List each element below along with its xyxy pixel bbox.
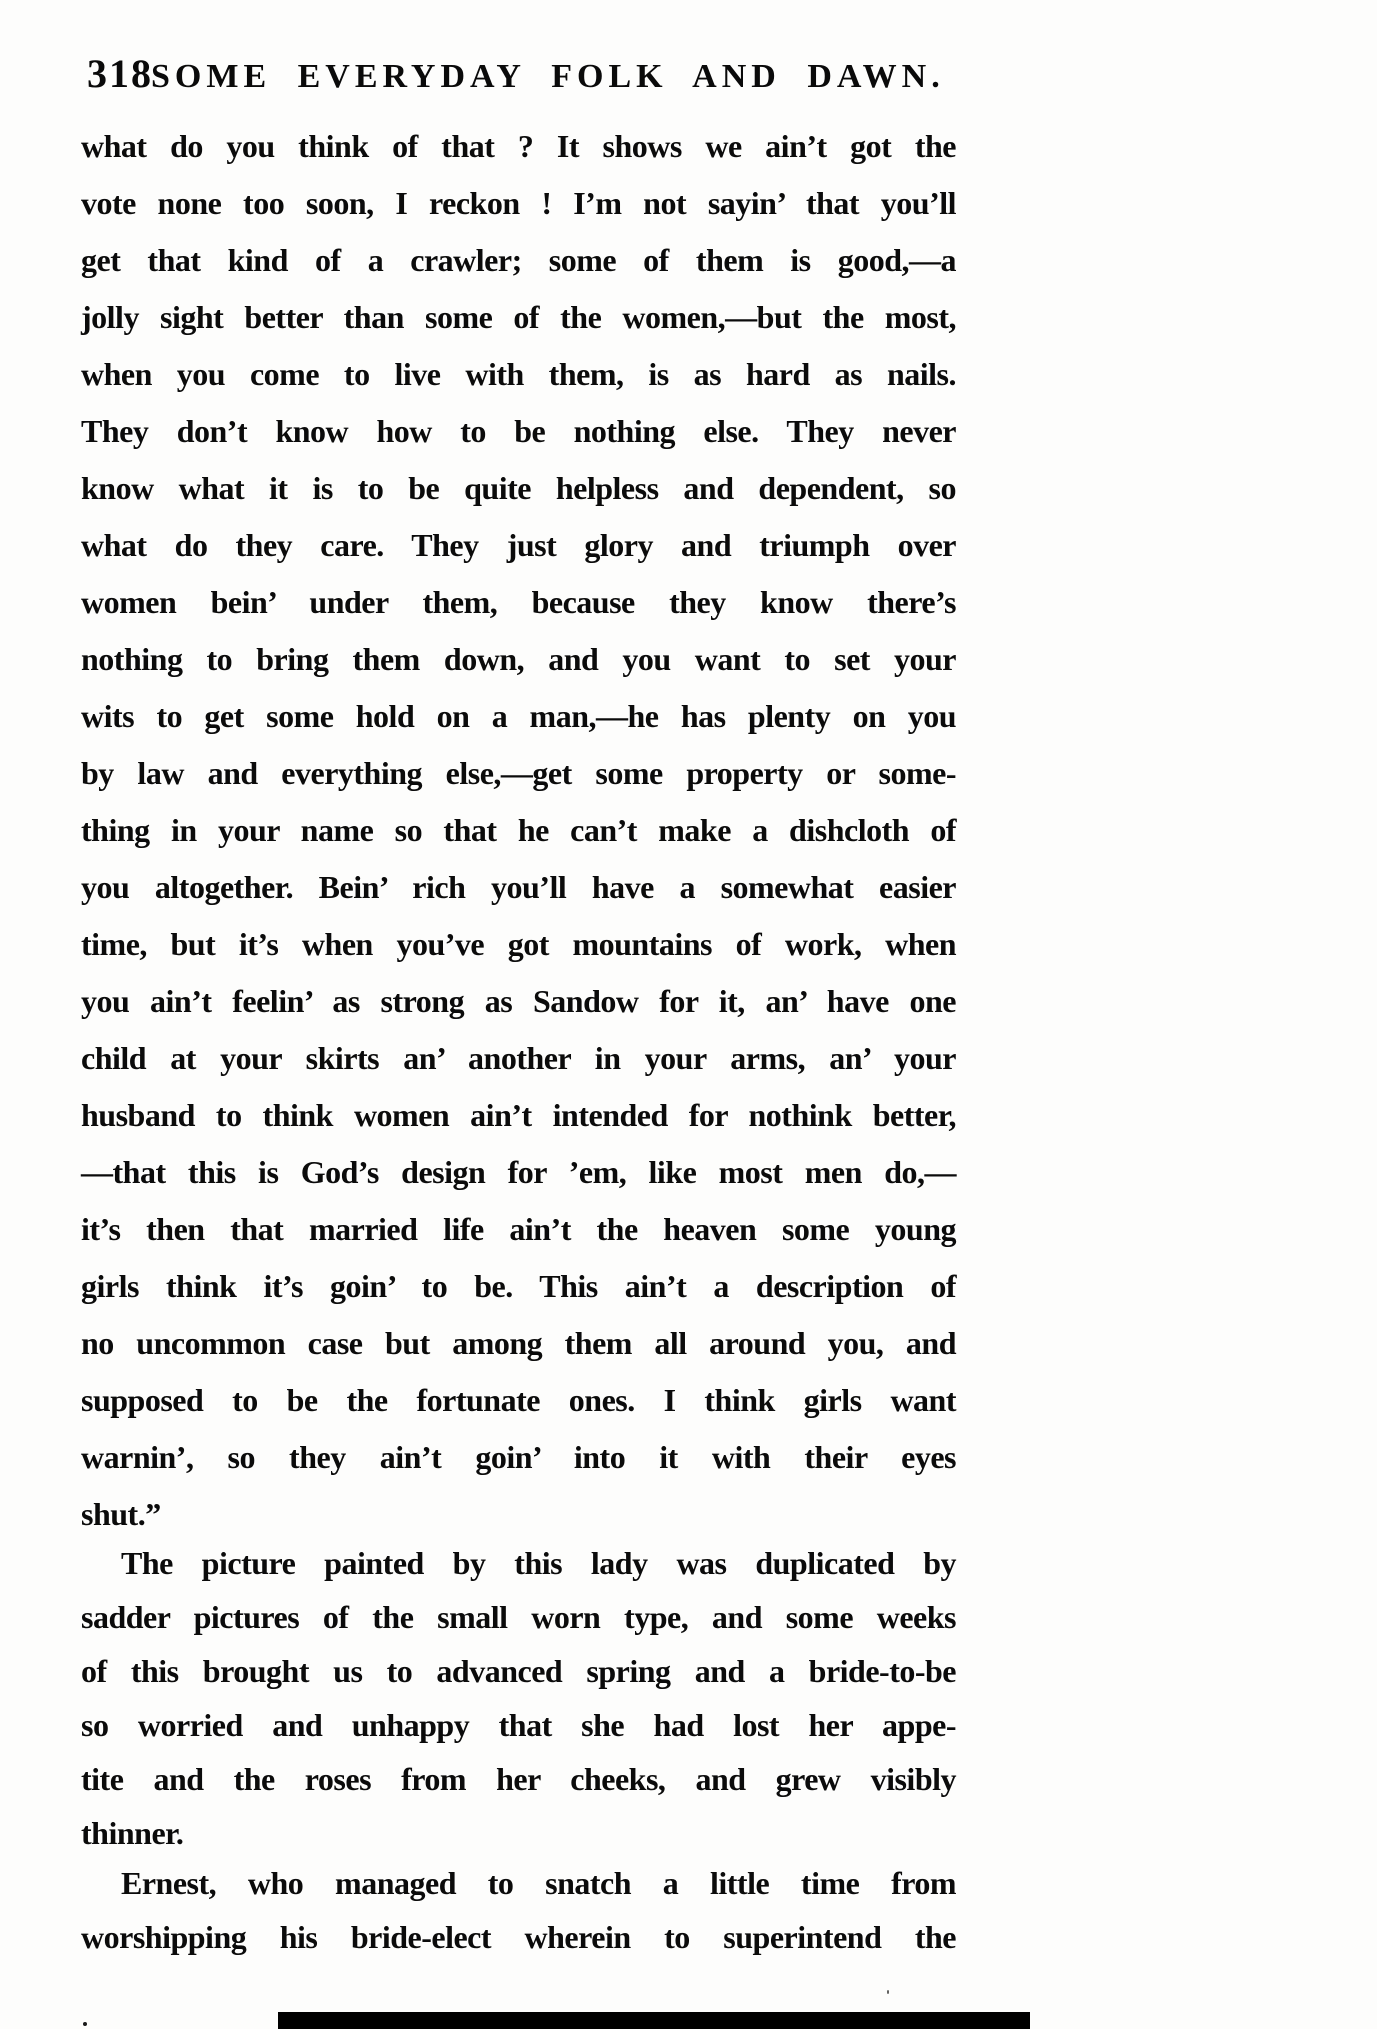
scan-speck — [83, 2022, 87, 2026]
scan-artifact-bar — [278, 2012, 1030, 2029]
text-line: you altogether. Bein’ rich you’ll have a somewhat easier — [81, 869, 956, 905]
text-line: of this brought us to advanced spring and a bride-to-be — [81, 1653, 956, 1689]
text-line: when you come to live with them, is as hard as nails. — [81, 356, 956, 392]
text-line: —that this is God’s design for ’em, like most men do,— — [81, 1154, 956, 1190]
paragraph-dialogue — [81, 118, 956, 1543]
text-line: know what it is to be quite helpless and dependent, so — [81, 470, 956, 506]
text-line: jolly sight better than some of the women,—but the most, — [81, 299, 956, 335]
text-line: what do they care. They just glory and triumph over — [81, 527, 956, 563]
text-line: you ain’t feelin’ as strong as Sandow for it, an’ have one — [81, 983, 956, 1019]
running-header-title: SOME EVERYDAY FOLK AND DAWN. — [151, 58, 945, 95]
text-line: it’s then that married life ain’t the heaven some young — [81, 1211, 956, 1247]
text-line: women bein’ under them, because they know there’s — [81, 584, 956, 620]
text-line: thinner. — [81, 1815, 184, 1851]
text-line: get that kind of a crawler; some of them is good,—a — [81, 242, 956, 278]
paragraph-ernest — [81, 1856, 956, 1964]
page-number: 318 — [87, 51, 153, 96]
text-line: husband to think women ain’t intended for nothink better, — [81, 1097, 956, 1133]
text-line: worshipping his bride-elect wherein to superintend the — [81, 1919, 956, 1955]
text-line: so worried and unhappy that she had lost her appe- — [81, 1707, 956, 1743]
running-header — [81, 52, 956, 112]
paragraph-picture-painted — [81, 1536, 956, 1860]
scan-speck — [887, 1990, 889, 1994]
text-line: child at your skirts an’ another in your arms, an’ your — [81, 1040, 956, 1076]
text-line: Ernest, who managed to snatch a little time from — [121, 1865, 956, 1901]
text-line: shut.” — [81, 1496, 161, 1532]
text-line: They don’t know how to be nothing else. They never — [81, 413, 956, 449]
text-line: supposed to be the fortunate ones. I think girls want — [81, 1382, 956, 1418]
text-line: time, but it’s when you’ve got mountains of work, when — [81, 926, 956, 962]
text-line: tite and the roses from her cheeks, and grew visibly — [81, 1761, 956, 1797]
text-line: by law and everything else,—get some property or some- — [81, 755, 956, 791]
text-line: nothing to bring them down, and you want to set your — [81, 641, 956, 677]
text-line: no uncommon case but among them all around you, and — [81, 1325, 956, 1361]
text-line: what do you think of that ? It shows we ain’t got the — [81, 128, 956, 164]
text-line: wits to get some hold on a man,—he has plenty on you — [81, 698, 956, 734]
text-line: sadder pictures of the small worn type, and some weeks — [81, 1599, 956, 1635]
text-line: vote none too soon, I reckon ! I’m not sayin’ that you’ll — [81, 185, 956, 221]
text-line: thing in your name so that he can’t make a dishcloth of — [81, 812, 956, 848]
text-line: girls think it’s goin’ to be. This ain’t a description of — [81, 1268, 956, 1304]
text-line: The picture painted by this lady was duplicated by — [121, 1545, 956, 1581]
text-line: warnin’, so they ain’t goin’ into it with their eyes — [81, 1439, 956, 1475]
